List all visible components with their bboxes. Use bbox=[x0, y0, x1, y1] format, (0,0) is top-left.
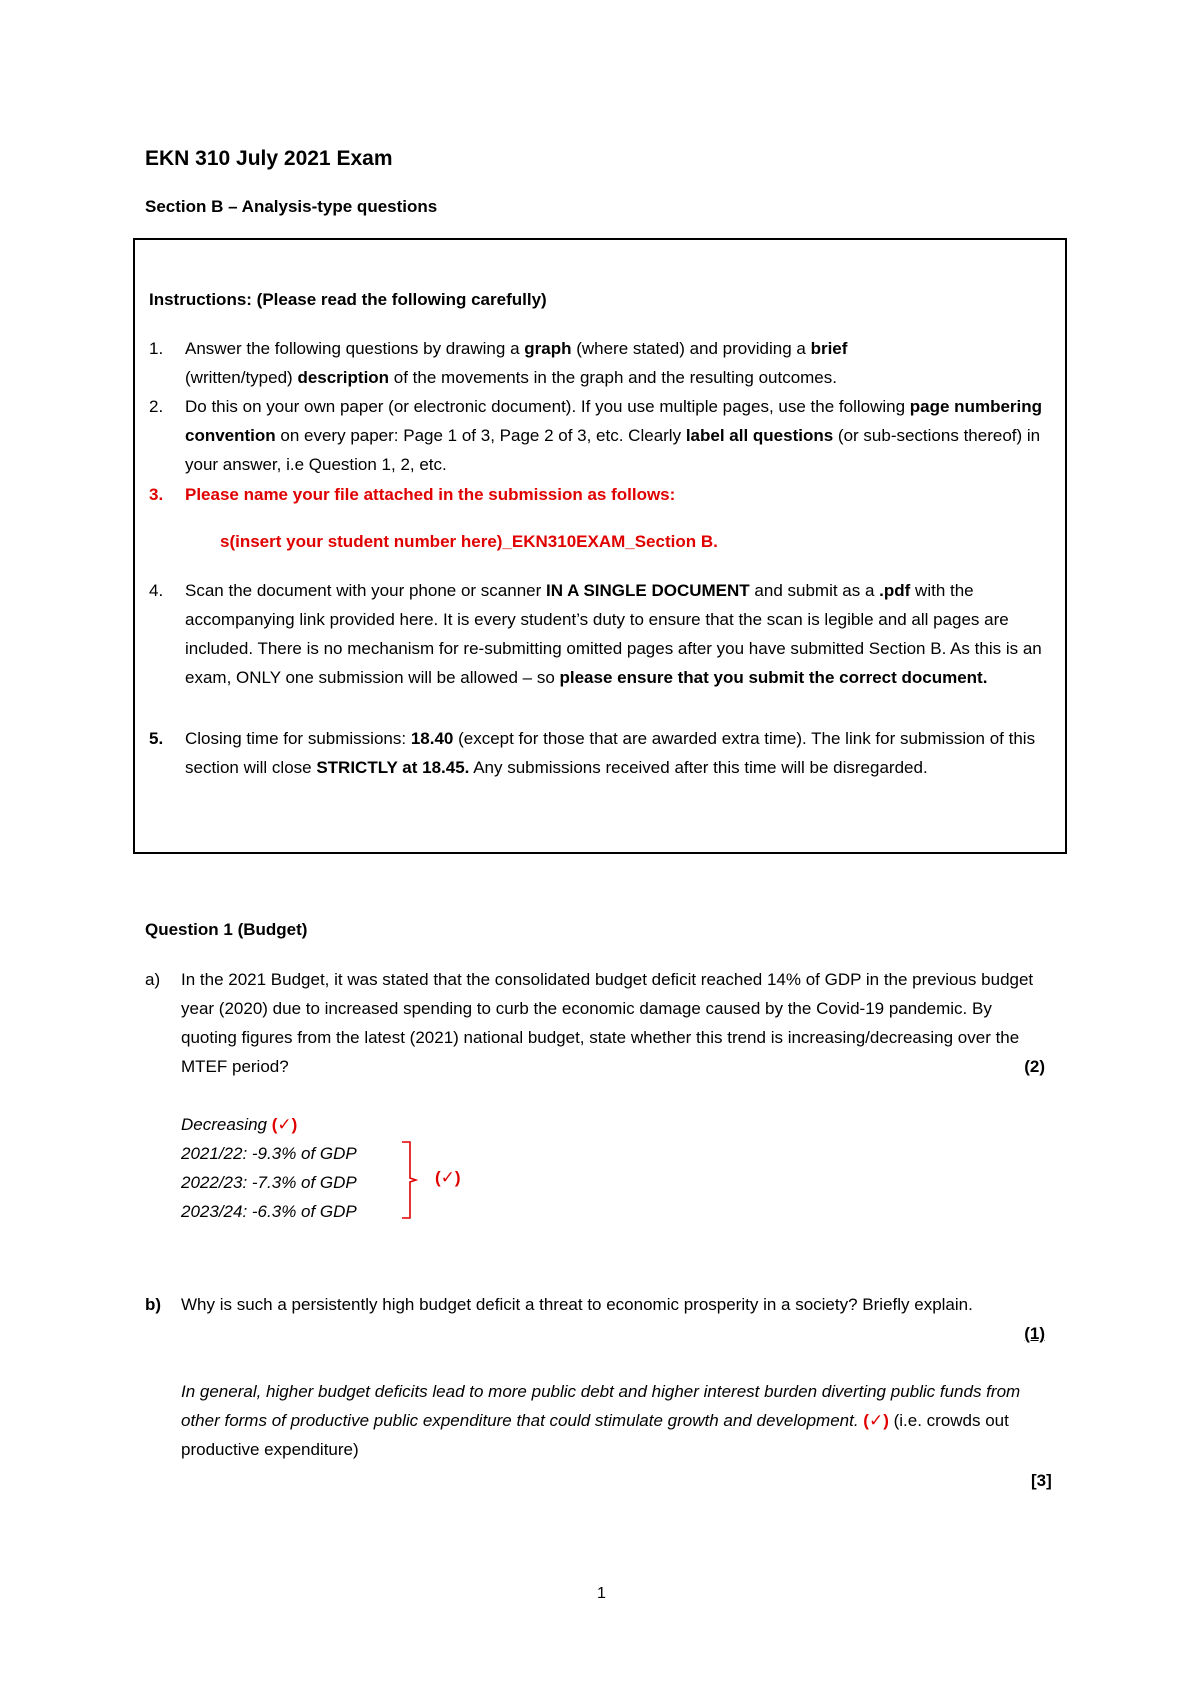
answer-1a-line-1: 2021/22: -9.3% of GDP bbox=[181, 1144, 357, 1163]
question-1b: b) Why is such a persistently high budget deficit a threat to economic prosperity in a society? Briefly explain. (1) bbox=[145, 1290, 1055, 1348]
answer-1a-conclusion: Decreasing (✓) bbox=[181, 1115, 298, 1134]
page-number: 1 bbox=[597, 1585, 606, 1602]
curly-bracket-icon bbox=[398, 1140, 418, 1220]
answer-1b: In general, higher budget deficits lead to more public debt and higher interest burden diverting public funds from other forms of productive public expenditure that could stimulate growth and development. (✓) (i.e. crowds out productive expenditure) bbox=[181, 1382, 1021, 1459]
bracket-check-icon: (✓) bbox=[435, 1168, 461, 1187]
question-1a: a) In the 2021 Budget, it was stated that the consolidated budget deficit reached 14% of GDP in the previous budget year (2020) due to increased spending to curb the economic damage caused by the Covid-19 pandemic. By quoting figures from the latest (2021) national budget, state whether this trend is increasing/decreasing over the MTEF period? (2) bbox=[145, 965, 1055, 1081]
question-1-total: [3] bbox=[1031, 1471, 1052, 1490]
exam-title: EKN 310 July 2021 Exam bbox=[145, 147, 393, 170]
section-title: Section B – Analysis-type questions bbox=[145, 197, 438, 216]
answer-1a-line-3: 2023/24: -6.3% of GDP bbox=[181, 1202, 357, 1221]
file-name-format: s(insert your student number here)_EKN310EXAM_Section B. bbox=[220, 532, 718, 551]
answer-1a-line-2: 2022/23: -7.3% of GDP bbox=[181, 1173, 357, 1192]
check-icon: (✓) bbox=[863, 1411, 889, 1430]
question-1-heading: Question 1 (Budget) bbox=[145, 920, 308, 939]
question-1a-marks: (2) bbox=[1024, 1057, 1045, 1076]
instructions-heading: Instructions: (Please read the following carefully) bbox=[149, 290, 547, 309]
question-1b-marks: (1) bbox=[1024, 1324, 1045, 1343]
instructions-box: Instructions: (Please read the following carefully) 1. Answer the following questions by drawing a graph (where stated) and providing a brief (written/typed) description of the movements in the graph and the resulting outcomes. 2. Do this on your own paper (or electronic document). If you use multiple pages, use the following page numbering convention on every paper: Page 1 of 3, Page 2 of 3, etc. Clearly label all questions (or sub-sections thereof) in your answer, i.e Question 1, 2, etc. 3. Please name your file attached in the submission as follows: s(insert your student number here)_EKN310EXAM_Section B. 4. Scan the document with your phone or scanner IN A SINGLE DOCUMENT and submit as a .pdf with the accompanying link provided here. It is every student’s duty to ensure that the scan is legible and all pages are included. There is no mechanism for re-submitting omitted pages after you have submitted Section B. As this is an exam, ONLY one submission will be allowed – so please ensure that you submit the correct document. 5. Closing time for submissions: 18.40 (except for those that are awarded extra time). The link for submission of this section will close STRICTLY at 18.45. Any submissions received after this time will be disregarded. bbox=[133, 238, 1067, 854]
check-icon: (✓) bbox=[271, 1115, 298, 1134]
